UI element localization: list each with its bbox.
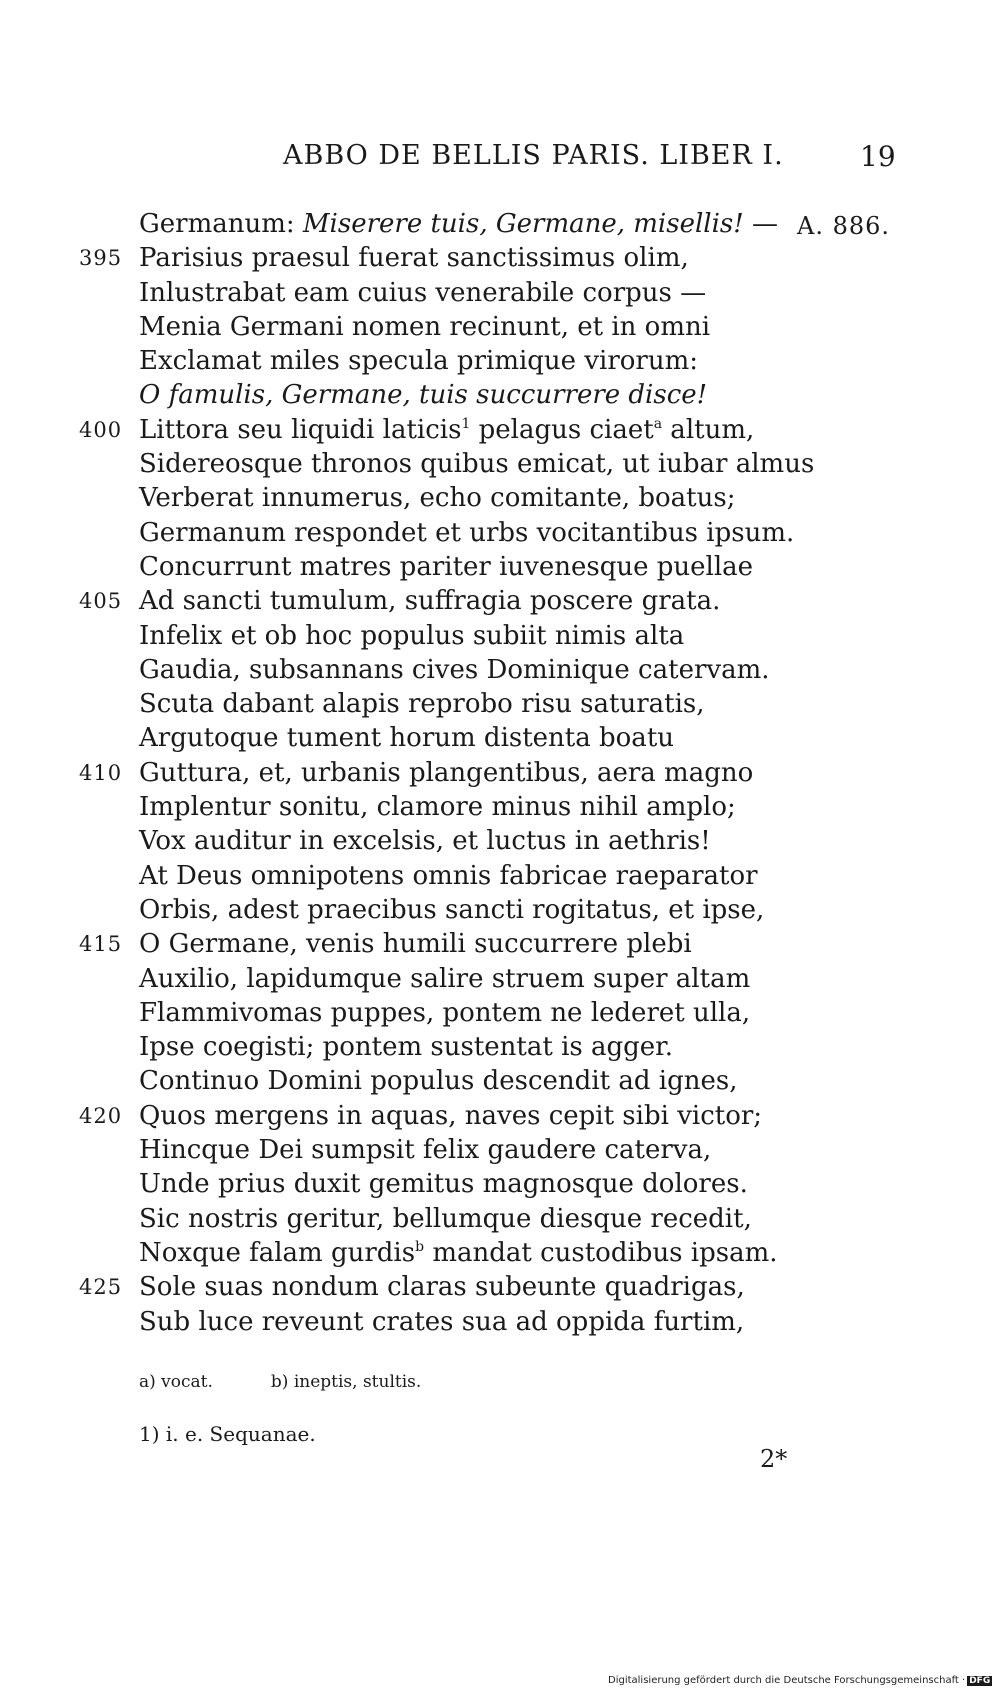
text-segment: O Germane, venis humili succurrere plebi xyxy=(139,929,692,960)
verse-line xyxy=(0,1133,1000,1167)
verse-line xyxy=(0,1167,1000,1201)
text-segment: Parisius praesul fuerat sanctissimus olim, xyxy=(139,243,689,274)
verse-text xyxy=(139,1167,748,1201)
text-segment: Inlustrabat eam cuius venerabile corpus — xyxy=(139,277,707,308)
line-number: 405 xyxy=(79,589,123,614)
text-segment: Sub luce reveunt crates sua ad oppida furtim, xyxy=(139,1306,745,1337)
verse-text xyxy=(139,721,674,755)
verse-line xyxy=(0,893,1000,927)
verse-line xyxy=(0,619,1000,653)
footnote-ref: b xyxy=(415,1238,425,1255)
line-number: 425 xyxy=(79,1275,123,1300)
verse-text xyxy=(139,584,720,618)
text-segment: Implentur sonitu, clamore minus nihil amplo; xyxy=(139,792,736,823)
verse-text xyxy=(139,1270,745,1304)
verse-line xyxy=(0,756,1000,790)
text-segment: Guttura, et, urbanis plangentibus, aera magno xyxy=(139,757,754,788)
text-segment: Continuo Domini populus descendit ad ignes, xyxy=(139,1066,738,1097)
verse-line xyxy=(0,790,1000,824)
text-segment: Ad sancti tumulum, suffragia poscere grata. xyxy=(139,586,721,617)
margin-year-note: A. 886. xyxy=(797,212,891,240)
verse-line xyxy=(0,413,1000,447)
verse-line xyxy=(0,447,1000,481)
verse-text xyxy=(139,1030,673,1064)
verse-line xyxy=(0,550,1000,584)
italic-text: O famulis, Germane, tuis succurrere disce! xyxy=(139,380,708,411)
verse-line xyxy=(0,1236,1000,1270)
text-segment: Sole suas nondum claras subeunte quadrigas, xyxy=(139,1272,745,1303)
text-segment: Hincque Dei sumpsit felix gaudere caterva, xyxy=(139,1135,712,1166)
verse-text xyxy=(139,996,750,1030)
text-segment: Auxilio, lapidumque salire struem super altam xyxy=(139,963,751,994)
verse-line xyxy=(0,1099,1000,1133)
text-segment: Infelix et ob hoc populus subiit nimis alta xyxy=(139,620,685,651)
text-segment: Exclamat miles specula primique virorum: xyxy=(139,346,698,377)
text-segment: Verberat innumerus, echo comitante, boatus; xyxy=(139,483,736,514)
line-number: 410 xyxy=(79,760,123,785)
verse-text xyxy=(139,550,753,584)
verse-line xyxy=(0,378,1000,412)
text-segment: Ipse coegisti; pontem sustentat is agger. xyxy=(139,1032,674,1063)
text-segment: Quos mergens in aquas, naves cepit sibi victor; xyxy=(139,1100,763,1131)
verse-text xyxy=(139,1236,778,1270)
text-segment: Littora seu liquidi laticis xyxy=(139,414,462,445)
verse-text xyxy=(139,824,711,858)
verse-line xyxy=(0,962,1000,996)
digitization-credit xyxy=(608,1675,992,1686)
verse-text xyxy=(139,481,735,515)
text-segment: Concurrunt matres pariter iuvenesque puellae xyxy=(139,551,754,582)
verse-line xyxy=(0,859,1000,893)
verse-line xyxy=(0,721,1000,755)
verse-text xyxy=(139,893,764,927)
verse-line xyxy=(0,1270,1000,1304)
verse-text xyxy=(139,790,736,824)
verse-line xyxy=(0,927,1000,961)
verse-text xyxy=(139,756,753,790)
verse-text xyxy=(139,516,794,550)
verse-text xyxy=(139,859,758,893)
verse-line xyxy=(0,687,1000,721)
verse-line xyxy=(0,241,1000,275)
running-title: ABBO DE BELLIS PARIS. LIBER I. xyxy=(283,140,784,171)
verse-text xyxy=(139,241,689,275)
text-segment: Sidereosque thronos quibus emicat, ut iubar almus xyxy=(139,449,815,480)
line-number: 415 xyxy=(79,932,123,957)
text-segment: mandat custodibus ipsam. xyxy=(424,1237,778,1268)
text-segment: Gaudia, subsannans cives Dominique catervam. xyxy=(139,654,770,685)
verse-text xyxy=(139,378,707,412)
verse-text xyxy=(139,344,698,378)
verse-line xyxy=(0,1030,1000,1064)
text-segment: Noxque falam gurdis xyxy=(139,1237,416,1268)
verse-line xyxy=(0,824,1000,858)
text-segment: Argutoque tument horum distenta boatu xyxy=(139,723,675,754)
footnote-1: 1) i. e. Sequanae. xyxy=(139,1422,316,1446)
verse-text xyxy=(139,687,705,721)
verse-line xyxy=(0,996,1000,1030)
line-number: 420 xyxy=(79,1103,123,1128)
footnote-ref: 1 xyxy=(461,415,471,432)
footnote-ref: a xyxy=(653,415,663,432)
verse-line xyxy=(0,516,1000,550)
verse-text xyxy=(139,619,684,653)
text-segment: Menia Germani nomen recinunt, et in omni xyxy=(139,311,711,342)
text-segment: altum, xyxy=(662,414,755,445)
text-segment: Flammivomas puppes, pontem ne lederet ulla, xyxy=(139,997,751,1028)
verse-line xyxy=(0,207,1000,241)
verse-line xyxy=(0,276,1000,310)
text-segment: pelagus ciaet xyxy=(470,414,654,445)
verse-line xyxy=(0,344,1000,378)
verse-text xyxy=(139,1099,762,1133)
verse-text xyxy=(139,276,706,310)
verse-text xyxy=(139,413,754,447)
text-segment: Germanum: xyxy=(139,209,303,239)
text-segment: Sic nostris geritur, bellumque diesque recedit, xyxy=(139,1203,752,1234)
verse-text xyxy=(139,1133,711,1167)
line-number: 395 xyxy=(79,246,123,271)
text-segment: — xyxy=(743,209,778,239)
verse-text xyxy=(139,962,750,996)
footnotes-letter xyxy=(139,1372,479,1392)
verse-line xyxy=(0,584,1000,618)
text-segment: Unde prius duxit gemitus magnosque dolores. xyxy=(139,1169,748,1200)
line-number: 400 xyxy=(79,417,123,442)
text-segment: Germanum respondet et urbs vocitantibus ipsum. xyxy=(139,517,795,548)
verse-text xyxy=(139,447,814,481)
verse-line xyxy=(0,1305,1000,1339)
text-segment: Orbis, adest praecibus sancti rogitatus, et ipse, xyxy=(139,894,765,925)
credit-text: Digitalisierung gefördert durch die Deutsche Forschungsgemeinschaft · xyxy=(608,1675,966,1686)
verse-line xyxy=(0,310,1000,344)
verse-line xyxy=(0,653,1000,687)
italic-text: Miserere tuis, Germane, misellis! xyxy=(302,209,744,239)
text-segment: Vox auditur in excelsis, et luctus in aethris! xyxy=(139,826,711,857)
signature-mark: 2* xyxy=(760,1445,788,1473)
verse-text xyxy=(139,207,778,241)
verse-line xyxy=(0,481,1000,515)
footnote-a: a) vocat. xyxy=(139,1372,213,1392)
verse-text xyxy=(139,1202,752,1236)
verse-text xyxy=(139,653,770,687)
verse-text xyxy=(139,310,710,344)
verse-line xyxy=(0,1202,1000,1236)
verse-text xyxy=(139,1064,737,1098)
verse-line xyxy=(0,1064,1000,1098)
footnote-b: b) ineptis, stultis. xyxy=(270,1372,422,1392)
verse-text xyxy=(139,1305,744,1339)
dfg-logo: DFG xyxy=(969,1676,991,1686)
verse-block xyxy=(0,207,1000,1339)
text-segment: At Deus omnipotens omnis fabricae raeparator xyxy=(139,860,758,891)
verse-text xyxy=(139,927,692,961)
text-segment: Scuta dabant alapis reprobo risu saturatis, xyxy=(139,689,705,720)
page-number: 19 xyxy=(860,140,896,173)
